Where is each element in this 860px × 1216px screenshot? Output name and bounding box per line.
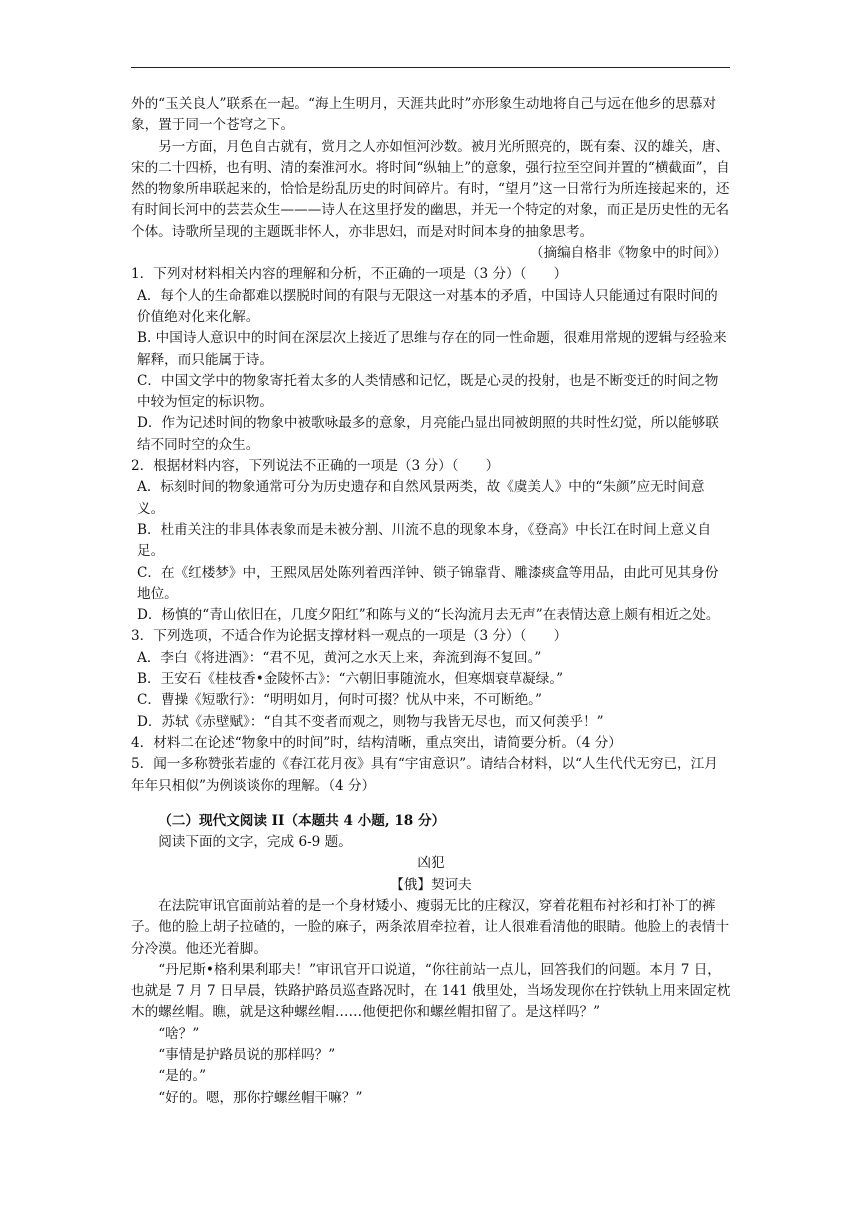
question-3 [131, 626, 731, 732]
section-spacer [131, 797, 731, 811]
option-a: A．标刻时间的物象通常可分为历史遗存和自然风景两类，故《虞美人》中的“朱颜”应无时间意义。 [137, 479, 705, 517]
question-2 [131, 456, 731, 626]
story-paragraph: “好的。嗯，那你拧螺丝帽干嘛？” [158, 1089, 363, 1106]
option-b: B. 中国诗人意识中的时间在深层次上接近了思维与存在的同一性命题，很难用常规的逻辑与经验来解释，而只能属于诗。 [137, 330, 727, 368]
document-page [131, 94, 731, 1109]
option-b: B．杜甫关注的非具体表象而是未被分割、川流不息的现象本身，《登高》中长江在时间上意义自足。 [137, 521, 712, 560]
passage-paragraph: 外的“玉关良人”联系在一起。“海上生明月，天涯共此时”亦形象生动地将自己与远在他乡的思慕对象，置于同一个苍穹之下。 [131, 96, 717, 134]
story-paragraph: “丹尼斯•格利果利耶夫！”审讯官开口说道，“你往前站一点儿，回答我们的问题。本月 7 日，也就是 7 月 7 日早晨，铁路护路员巡查路况时，在 141 俄里处，当场发现你在拧铁轨上用来固定枕木的螺丝帽。瞧，就是这种螺丝帽……他便把你和螺丝帽扣留了。是这样吗？” [131, 961, 731, 1021]
section-heading: （二）现代文阅读 II（本题共 4 小题, 18 分） [158, 812, 446, 829]
option-d: D．作为记述时间的物象中被歌咏最多的意象，月亮能凸显出同被朗照的共时性幻觉，所以能够联结不同时空的众生。 [137, 415, 719, 453]
header-rule [131, 67, 730, 68]
section-instruction: 阅读下面的文字，完成 6-9 题。 [158, 834, 352, 851]
option-c: C．中国文学中的物象寄托着太多的人类情感和记忆，既是心灵的投射，也是不断变迁的时间之物中较为恒定的标识物。 [137, 372, 719, 411]
question-stem: 1．下列对材料相关内容的理解和分析，不正确的一项是（3 分）（ ） [131, 266, 568, 283]
story-paragraph: “啥？” [158, 1025, 200, 1042]
story-paragraph: 在法院审讯官面前站着的是一个身材矮小、瘦弱无比的庄稼汉，穿着花粗布衬衫和打补丁的裤子。他的脸上胡子拉碴的，一脸的麻子，两条浓眉牵拉着，让人很难看清他的眼睛。他脸上的表情十分冷漠。他还光着脚。 [131, 897, 730, 957]
option-c: C．曹操《短歌行》：“明明如月，何时可掇？忧从中来，不可断绝。” [137, 692, 542, 709]
story-title: 凶犯 [417, 855, 445, 872]
passage-paragraph: 另一方面，月色自古就有，赏月之人亦如恒河沙数。被月光所照亮的，既有秦、汉的雄关，唐、宋的二十四桥，也有明、清的秦淮河水。将时间“纵轴上”的意象，强行拉至空间并置的“横截面”，自然的物象所串联起来的，恰恰是纷乱历史的时间碎片。有时，“望月”这一日常行为所连接起来的，还有时间长河中的芸芸众生———诗人在这里抒发的幽思，并无一个特定的对象，而正是历史性的无名个体。诗歌所呈现的主题既非怀人，亦非思妇，而是对时间本身的抽象思考。 [131, 138, 730, 240]
story-author: 【俄】契诃夫 [390, 876, 472, 893]
option-c: C．在《红楼梦》中，王熙凤居处陈列着西洋钟、锁子锦靠背、雕漆痰盒等用品，由此可见其身份地位。 [137, 564, 719, 602]
question-stem: 3．下列选项，不适合作为论据支撑材料一观点的一项是（3 分）（ ） [131, 628, 568, 645]
option-d: D．杨慎的“青山依旧在，几度夕阳红”和陈与义的“长沟流月去无声”在表情达意上颇有相近之处。 [137, 607, 720, 624]
option-b: B．王安石《桂枝香•金陵怀古》：“六朝旧事随流水，但寒烟衰草凝绿。” [137, 671, 564, 688]
question-stem: 2．根据材料内容，下列说法不正确的一项是（3 分）（ ） [131, 458, 500, 475]
story-paragraph: “是的。” [158, 1068, 207, 1085]
option-a: A．每个人的生命都难以摆脱时间的有限与无限这一对基本的矛盾，中国诗人只能通过有限时间的价值绝对化来化解。 [137, 287, 718, 325]
question-5: 5．闻一多称赞张若虚的《春江花月夜》具有“宇宙意识”。请结合材料，以“人生代代无穷已，江月年年只相似”为例谈谈你的理解。（4 分） [131, 756, 718, 794]
passage-source: （摘编自格非《物象中的时间》） [529, 245, 727, 262]
option-d: D．苏轼《赤壁赋》：“自其不变者而观之，则物与我皆无尽也，而又何羡乎！” [137, 713, 604, 730]
story-paragraph: “事情是护路员说的那样吗？” [158, 1047, 336, 1064]
question-1 [131, 264, 731, 456]
option-a: A．李白《将进酒》：“君不见，黄河之水天上来，奔流到海不复回。” [137, 649, 542, 666]
question-4: 4．材料二在论述“物象中的时间”时，结构清晰，重点突出，请简要分析。（4 分） [131, 734, 622, 751]
